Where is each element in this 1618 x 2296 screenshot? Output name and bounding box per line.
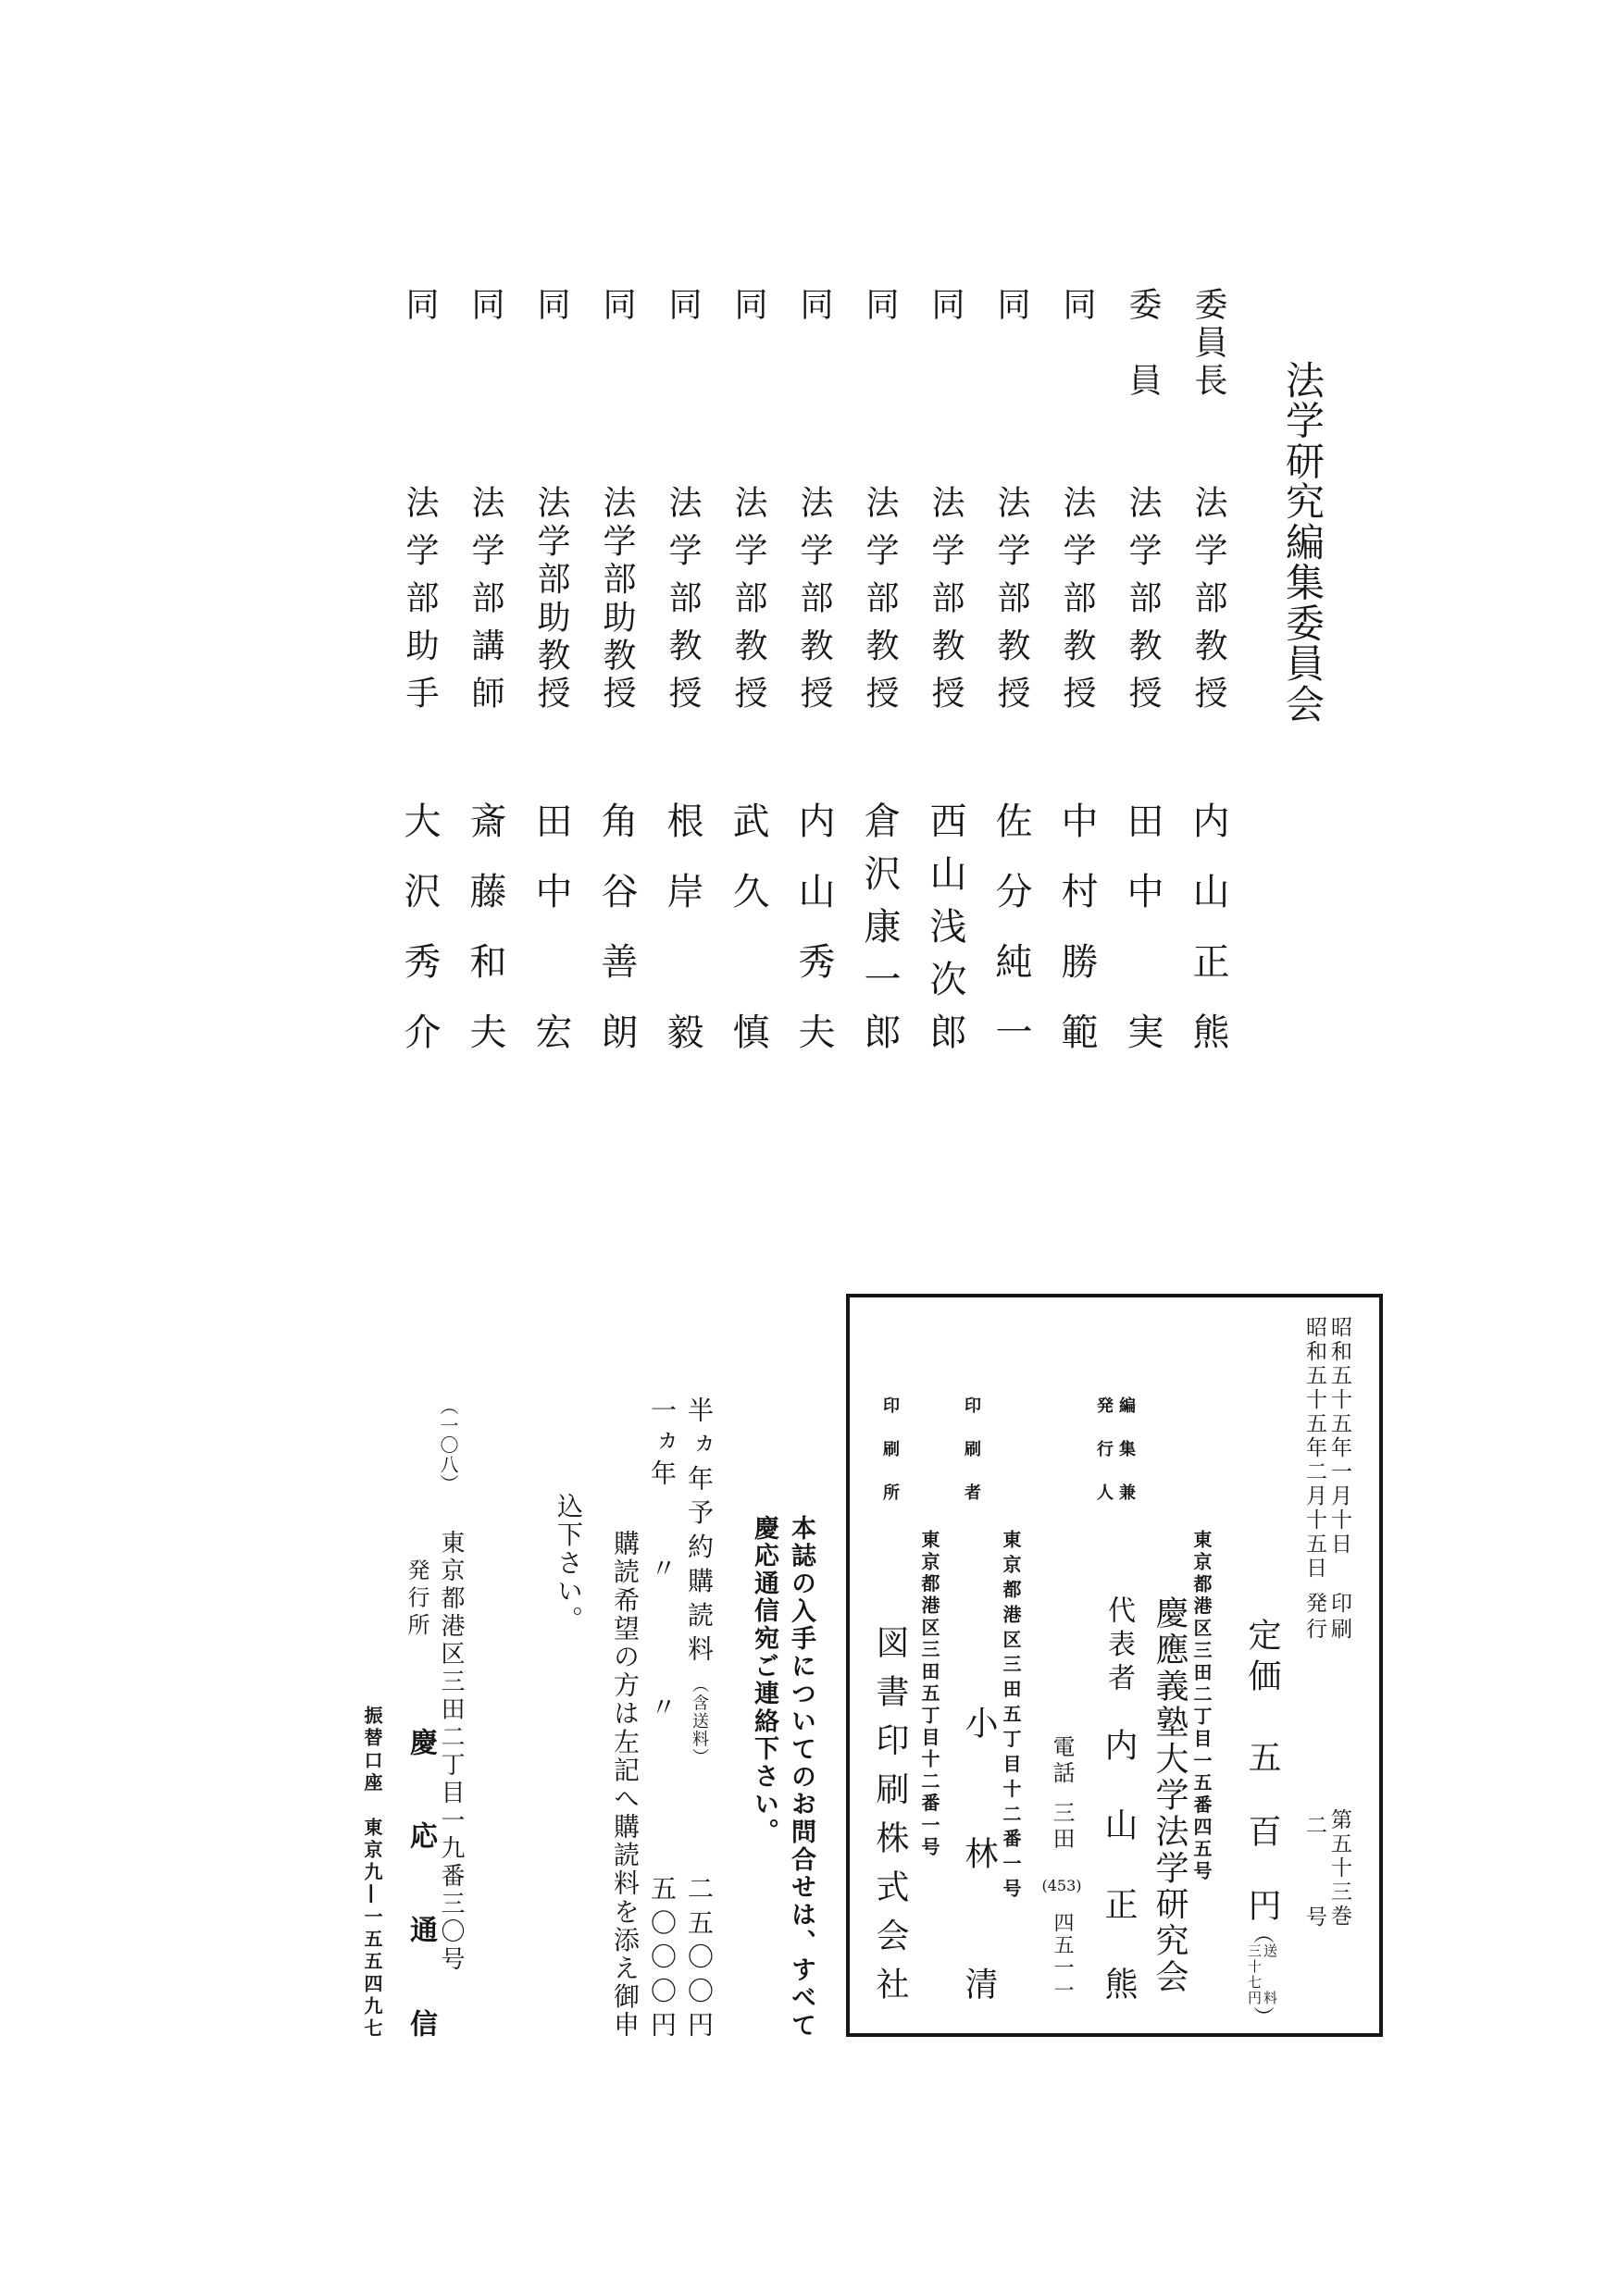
committee-list [386,287,1241,1055]
member-name: 武久 慎 [727,801,769,1049]
notice-line2: 慶応通信宛ご連絡下さい。 [750,1515,778,1846]
member-affiliation: 法学部講師 [467,485,504,709]
published-date: 昭和五十五年二月十五日 [1302,1316,1326,1581]
postage-close-paren: ） [1251,2006,1274,2027]
member-affiliation: 法学部教授 [664,485,702,709]
ditto-mark: 〃 [647,1694,678,1719]
subscription-instruction-line1: 購読希望の方は左記へ購読料を添え御申 [610,1530,641,2037]
publisher-label: 発行所 [404,1558,429,1635]
printer-address: 東京都港区三田五丁目十二番一号 [1000,1530,1022,1897]
member-name: 内山秀夫 [792,801,835,1049]
member-role: 委員長 [1189,287,1227,396]
phone-number: 四五一一 [1051,1912,1074,2000]
committee-member [978,287,1044,1055]
member-name: 内山正熊 [1187,801,1229,1049]
published-label: 発行 [1302,1592,1326,1644]
committee-member [1110,287,1176,1055]
member-affiliation: 法学部教授 [927,485,965,709]
issue-number: 二号 [1302,1814,1326,1927]
member-name: 角谷善朗 [595,801,638,1049]
member-role: 同 [664,287,702,320]
member-name: 斎藤和夫 [464,801,506,1049]
printing-house-address: 東京都港区三田五丁目十二番一号 [918,1530,940,1855]
editor-label-line1: 編集兼 [1116,1396,1136,1500]
printer-label: 印刷者 [962,1396,981,1500]
member-role: 同 [729,287,767,320]
member-name: 中村勝範 [1055,801,1098,1049]
member-role: 同 [401,287,439,320]
printed-label: 印刷 [1327,1592,1351,1644]
member-affiliation: 法学部教授 [861,485,899,709]
postage-included-note: （含送料） [690,1676,709,1765]
committee-member [453,287,518,1055]
phone-area-code: (453) [1041,1877,1082,1894]
member-role: 同 [1058,287,1096,320]
half-year-label: 半ヵ年予約購読料 [684,1396,715,1661]
committee-member [913,287,978,1055]
notice-line1: 本誌の入手についてのお問合せは、すべて [787,1515,815,2037]
member-affiliation: 法学部教授 [992,485,1030,709]
publisher-address: 東京都港区三田二丁目一九番三〇号 [437,1530,465,1970]
committee-member [650,287,716,1055]
editor-address: 東京都港区三田二丁目一五番四五号 [1190,1530,1213,1880]
editor-label-line2: 発行人 [1094,1396,1114,1500]
subscription-instruction-line2: 込下さい。 [554,1493,584,1634]
committee-member [518,287,584,1055]
member-role: 同 [861,287,899,320]
committee-title: 法学研究編集委員会 [1280,360,1326,723]
member-affiliation: 法学部助教授 [598,485,636,709]
publisher-postal-code: （一〇八） [437,1396,459,1493]
member-affiliation: 法学部助手 [401,485,439,709]
member-affiliation: 法学部教授 [1124,485,1162,709]
ditto-mark: 〃 [647,1555,678,1581]
member-role: 同 [532,287,570,320]
committee-member [387,287,453,1055]
postage-note-line1: 送料 [1262,1943,1278,2004]
phone-label: 電話 [1049,1735,1075,1787]
member-affiliation: 法学部教授 [729,485,767,709]
volume-number: 第五十三巻 [1327,1808,1351,1929]
member-affiliation: 法学部助教授 [532,485,570,709]
committee-member [584,287,650,1055]
member-role: 同 [795,287,833,320]
member-name: 佐分純一 [989,801,1032,1049]
postage-note-line2: 三十七円 [1246,1943,1263,2004]
committee-member [1176,287,1241,1055]
printing-house-label: 印刷所 [880,1396,900,1500]
member-role: 委員 [1124,287,1162,396]
member-role: 同 [598,287,636,320]
member-name: 田中 宏 [529,801,572,1049]
member-affiliation: 法学部教授 [1189,485,1227,709]
half-year-price: 二五〇〇円 [684,1875,715,2037]
member-role: 同 [992,287,1030,320]
member-affiliation: 法学部教授 [1058,485,1096,709]
member-name: 西山浅次郎 [924,801,966,1049]
printed-date: 昭和五十五年一月十日 [1327,1316,1351,1557]
representative-name: 内山正熊 [1100,1728,1138,2000]
member-name: 倉沢康一郎 [858,801,901,1049]
member-affiliation: 法学部教授 [795,485,833,709]
one-year-price: 五〇〇〇円 [647,1875,678,2037]
price-label: 定価 [1243,1618,1281,1692]
phone-exchange: 三田 [1049,1801,1075,1853]
committee-member [716,287,781,1055]
editor-organization: 慶應義塾大学法学研究会 [1151,1595,1189,1992]
printing-house-name: 図書印刷株式会社 [871,1625,909,2000]
member-name: 田中 実 [1121,801,1164,1049]
member-name: 根岸 毅 [661,801,703,1049]
member-role: 同 [927,287,965,320]
one-year-label: 一ヵ年 [647,1396,678,1485]
representative-label: 代表者 [1102,1595,1135,1691]
transfer-account: 振替口座 東京九―一五五四九七 [361,1706,383,2037]
committee-member [1044,287,1110,1055]
publisher-name: 慶応通信 [404,1728,437,2037]
price-value: 五百円 [1243,1740,1281,1921]
postage-open-paren: （ [1251,1923,1274,1943]
member-role: 同 [467,287,504,320]
committee-member [781,287,847,1055]
printer-name: 小林清 [960,1706,998,2000]
member-name: 大沢秀介 [398,801,441,1049]
committee-member [847,287,913,1055]
